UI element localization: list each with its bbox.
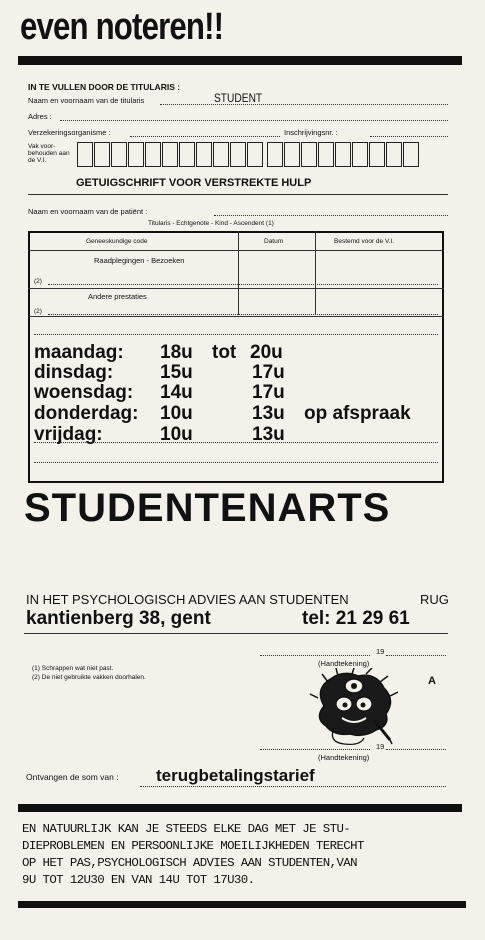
- row2-marker: (2): [34, 308, 42, 315]
- schedule-note: op afspraak: [304, 403, 411, 424]
- mark-a: A: [428, 675, 436, 687]
- schedule-from: 18u: [160, 342, 193, 363]
- name-value: STUDENT: [214, 91, 263, 105]
- table-header-vi: Bestemd voor de V.I.: [334, 238, 395, 245]
- schedule-day: dinsdag:: [34, 362, 114, 383]
- patient-label: Naam en voornaam van de patiënt :: [28, 207, 148, 216]
- row2-label: Andere prestaties: [88, 292, 147, 301]
- schedule-day: woensdag:: [34, 382, 134, 403]
- page-title: even noteren!!: [20, 6, 224, 48]
- signature-year-1: 19: [376, 647, 385, 656]
- schedule-day: maandag:: [34, 342, 124, 363]
- schedule-from: 14u: [160, 382, 193, 403]
- location-line: IN HET PSYCHOLOGISCH ADVIES AAN STUDENTEN: [26, 592, 349, 607]
- table-header-date: Datum: [264, 238, 284, 245]
- signature-label-2: (Handtekening): [318, 753, 370, 762]
- footer-line: 9U TOT 12U30 EN VAN 14U TOT 17U30.: [22, 873, 255, 887]
- patient-sub: Titularis - Echtgenote - Kind - Ascendent (1): [148, 220, 274, 227]
- table-header-code: Geneeskundige code: [86, 238, 148, 245]
- schedule-to: 20u: [250, 342, 283, 363]
- schedule-to: 17u: [252, 362, 285, 383]
- reserved-boxes: [77, 142, 427, 167]
- received-label: Ontvangen de som van :: [26, 772, 119, 782]
- form-section-title: IN TE VULLEN DOOR DE TITULARIS :: [28, 82, 181, 92]
- schedule-to: 17u: [252, 382, 285, 403]
- schedule-to: 13u: [252, 424, 285, 445]
- schedule-from: 10u: [160, 403, 193, 424]
- name-line: [160, 104, 448, 105]
- schedule-sep: tot: [212, 342, 237, 363]
- reserved-label: Vak voor-behouden aan de V.I.: [28, 143, 70, 164]
- location-tel: tel: 21 29 61: [302, 608, 410, 629]
- doctor-cartoon-illustration: [304, 668, 404, 748]
- footnote-1: (1) Schrappen wat niet past.: [32, 665, 114, 672]
- banner-title: STUDENTENARTS: [24, 486, 391, 530]
- schedule-from: 10u: [160, 424, 193, 445]
- registration-label: Inschrijvingsnr. :: [284, 128, 338, 137]
- address-label: Adres :: [28, 112, 52, 121]
- footer-bottom-rule: [18, 901, 466, 908]
- signature-year-2: 19: [376, 742, 385, 751]
- location-address: kantienberg 38, gent: [26, 608, 211, 629]
- certificate-title: GETUIGSCHRIFT VOOR VERSTREKTE HULP: [76, 177, 312, 189]
- address-line: [60, 120, 448, 121]
- patient-line: [214, 215, 448, 216]
- registration-line: [370, 136, 448, 137]
- name-label: Naam en voornaam van de titularis: [28, 96, 145, 105]
- insurer-label: Verzekeringsorganisme :: [28, 128, 111, 137]
- top-rule: [18, 56, 462, 65]
- schedule-from: 15u: [160, 362, 193, 383]
- certificate-rule: [28, 194, 448, 195]
- footer-line: EN NATUURLIJK KAN JE STEEDS ELKE DAG MET JE STU-: [22, 822, 351, 836]
- schedule-day: vrijdag:: [34, 424, 103, 445]
- footnote-2: (2) De niet gebruikte vakken doorhalen.: [32, 674, 146, 681]
- row1-marker: (2): [34, 278, 42, 285]
- schedule-day: donderdag:: [34, 403, 139, 424]
- footer-top-rule: [18, 804, 462, 812]
- footer-line: OP HET PAS,PSYCHOLOGISCH ADVIES AAN STUDENTEN,VAN: [22, 856, 357, 870]
- received-value: terugbetalingstarief: [156, 766, 315, 785]
- insurer-line: [130, 136, 280, 137]
- signature-label-1: (Handtekening): [318, 659, 370, 668]
- footer-line: DIEPROBLEMEN EN PERSOONLIJKE MOEILIJKHEDEN TERECHT: [22, 839, 364, 853]
- row1-label: Raadplegingen - Bezoeken: [94, 256, 185, 265]
- schedule-to: 13u: [252, 403, 285, 424]
- location-rug: RUG: [420, 592, 449, 607]
